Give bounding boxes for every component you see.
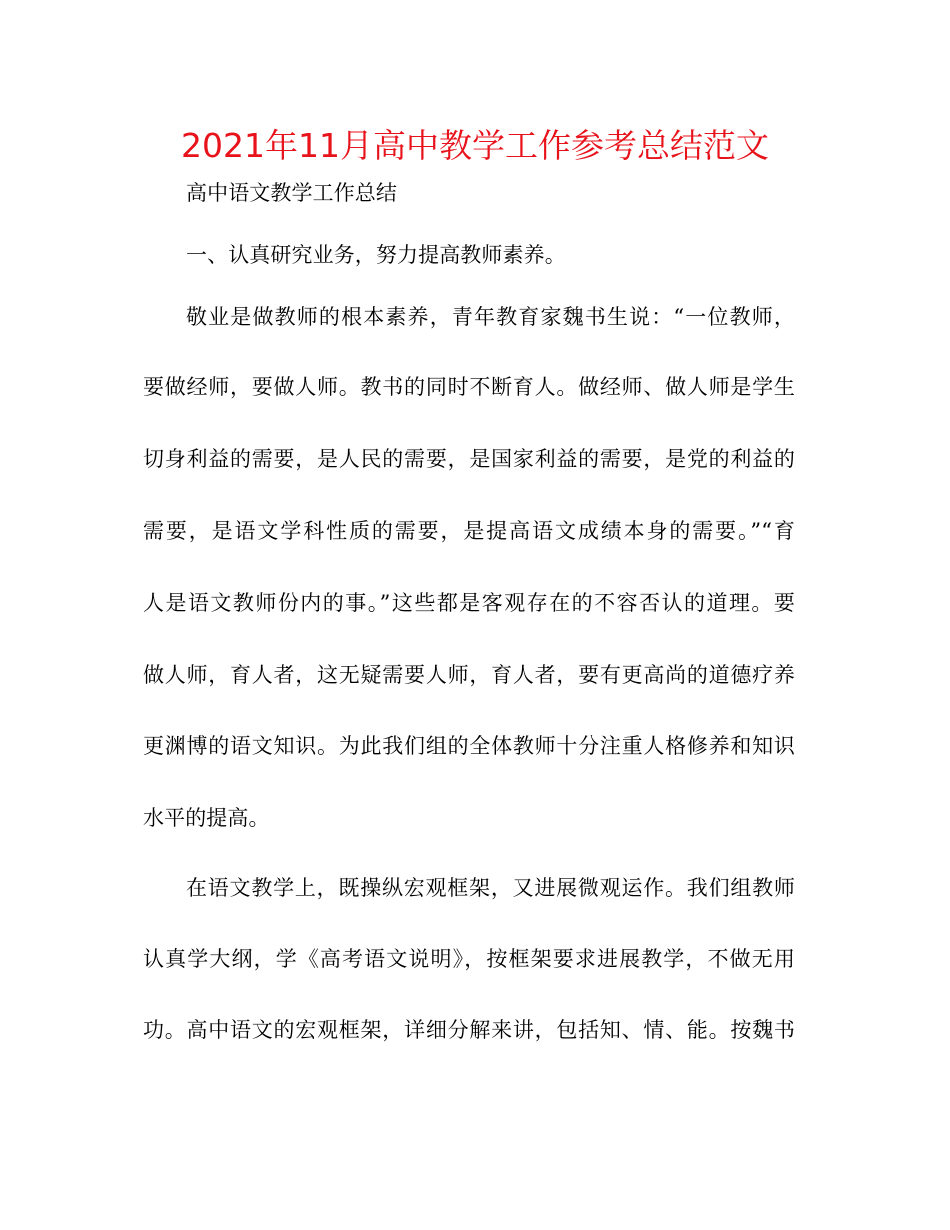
- paragraph-line: 水平的提高。: [143, 806, 270, 830]
- paragraph-line: 敬业是做教师的根本素养，青年教育家魏书生说：“一位教师，: [186, 305, 795, 329]
- paragraph-line: 在语文教学上，既操纵宏观框架，又进展微观运作。我们组教师: [186, 876, 795, 900]
- paragraph-line: 认真学大纲，学《高考语文说明》，按框架要求进展教学，不做无用: [143, 947, 795, 971]
- section-heading: 一、认真研究业务，努力提高教师素养。: [186, 243, 566, 267]
- paragraph-line: 人是语文教师份内的事。”这些都是客观存在的不容否认的道理。要: [143, 591, 795, 615]
- document-title: 2021年11月高中教学工作参考总结范文: [181, 126, 769, 165]
- paragraph-line: 功。高中语文的宏观框架，详细分解来讲，包括知、情、能。按魏书: [143, 1018, 795, 1042]
- paragraph-line: 做人师，育人者，这无疑需要人师，育人者，要有更高尚的道德疗养: [143, 663, 795, 687]
- paragraph-line: 需要，是语文学科性质的需要，是提高语文成绩本身的需要。”“育: [143, 519, 795, 543]
- paragraph-line: 更渊博的语文知识。为此我们组的全体教师十分注重人格修养和知识: [143, 734, 795, 758]
- section-subtitle: 高中语文教学工作总结: [186, 181, 397, 205]
- paragraph-line: 切身利益的需要，是人民的需要，是国家利益的需要，是党的利益的: [143, 447, 795, 471]
- paragraph-line: 要做经师，要做人师。教书的同时不断育人。做经师、做人师是学生: [143, 375, 795, 399]
